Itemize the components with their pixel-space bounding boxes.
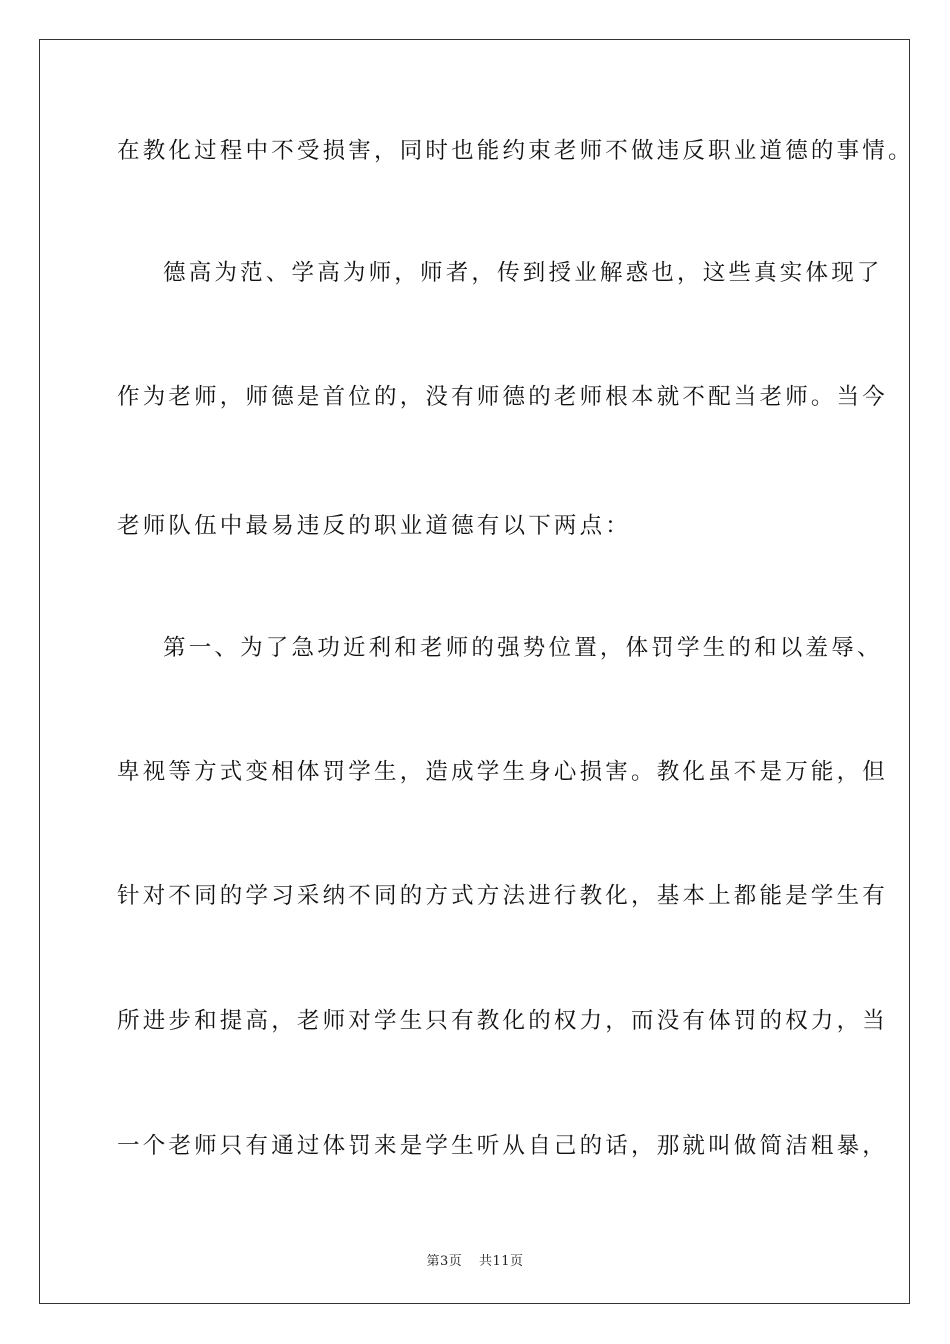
page-footer: [0, 1250, 950, 1269]
paragraph-line-7: 针对不同的学习采纳不同的方式方法进行教化，基本上都能是学生有: [117, 883, 889, 909]
page-border: [39, 39, 910, 1304]
paragraph-line-6: 卑视等方式变相体罚学生，造成学生身心损害。教化虽不是万能，但: [117, 759, 889, 785]
paragraph-line-2: 德高为范、学高为师，师者，传到授业解惑也，这些真实体现了: [163, 260, 883, 286]
total-pages: 共11页: [478, 1254, 524, 1269]
paragraph-line-3: 作为老师，师德是首位的，没有师德的老师根本就不配当老师。当今: [117, 384, 889, 410]
paragraph-line-9: 一个老师只有通过体罚来是学生听从自己的话，那就叫做简洁粗暴，: [117, 1133, 889, 1159]
paragraph-line-5: 第一、为了急功近利和老师的强势位置，体罚学生的和以羞辱、: [163, 635, 883, 661]
paragraph-line-1: 在教化过程中不受损害，同时也能约束老师不做违反职业道德的事情。: [117, 138, 914, 164]
page-number: 第3页: [426, 1254, 463, 1269]
paragraph-line-8: 所进步和提高，老师对学生只有教化的权力，而没有体罚的权力，当: [117, 1008, 889, 1034]
paragraph-line-4: 老师队伍中最易违反的职业道德有以下两点：: [117, 513, 632, 539]
